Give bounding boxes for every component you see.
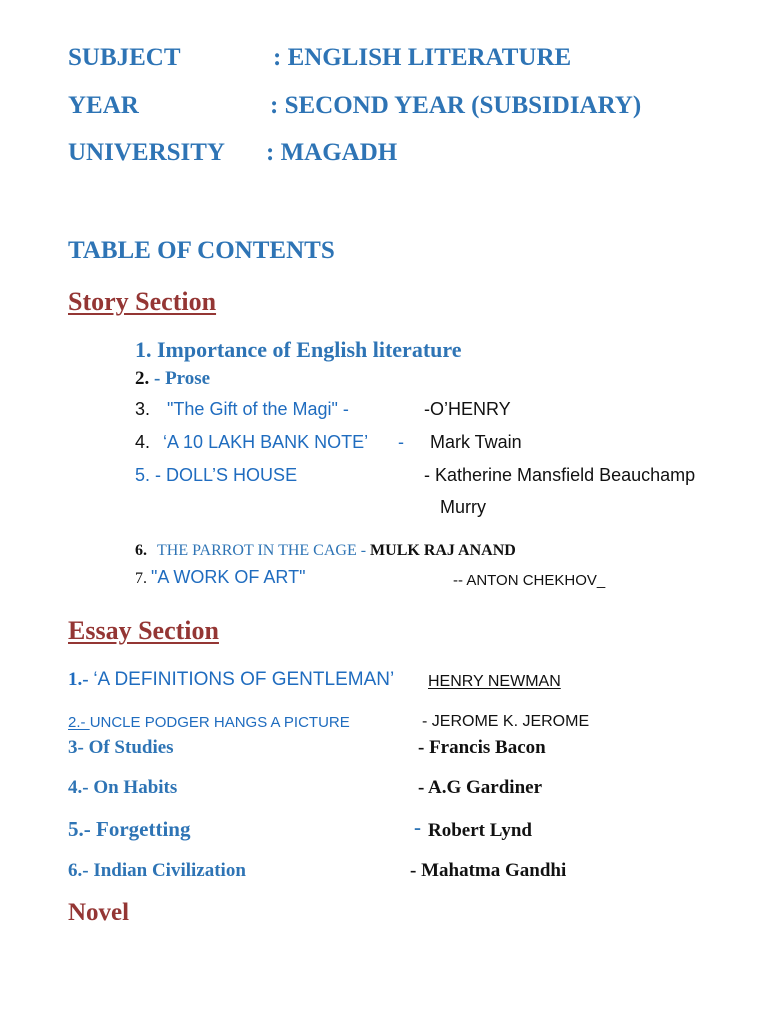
story-item-6 (135, 542, 516, 560)
essay-item-2-author: - JEROME K. JEROME (422, 713, 590, 730)
essay-item-5-num: 5.- (68, 817, 91, 841)
story-item-1-text: Importance of English literature (157, 337, 462, 362)
story-item-1 (135, 337, 462, 363)
essay-item-4-text: On Habits (93, 777, 178, 798)
story-item-4-text: ‘A 10 LAKH BANK NOTE’ (163, 432, 369, 452)
novel-heading: Novel (68, 899, 130, 926)
essay-item-1 (68, 669, 394, 691)
story-item-3-num: 3. (135, 399, 151, 419)
essay-item-1-num: 1.- (68, 669, 89, 690)
story-item-4-author: Mark Twain (430, 432, 522, 452)
story-item-7-author: -- ANTON CHEKHOV_ (453, 572, 606, 589)
essay-item-3-num: 3- (68, 737, 84, 758)
story-section-heading: Story Section (68, 287, 217, 316)
essay-item-3 (68, 737, 174, 759)
story-item-5-author-cont: Murry (440, 497, 486, 517)
essay-item-5 (68, 817, 190, 842)
essay-item-3-author: - Francis Bacon (418, 737, 546, 758)
story-item-7-num: 7. (135, 570, 147, 587)
essay-item-3-text: Of Studies (88, 737, 174, 758)
essay-item-6-num: 6.- (68, 860, 89, 881)
story-item-3 (135, 399, 349, 420)
year-value: : SECOND YEAR (SUBSIDIARY) (270, 92, 642, 119)
story-item-5-author: - Katherine Mansfield Beauchamp (424, 465, 696, 485)
essay-item-5-author: Robert Lynd (428, 820, 532, 841)
essay-item-4 (68, 777, 177, 799)
university-value: : MAGADH (266, 139, 398, 166)
essay-item-1-text: ‘A DEFINITIONS OF GENTLEMAN’ (93, 669, 395, 690)
story-item-3-author: -O’HENRY (424, 399, 511, 419)
essay-item-6-text: Indian Civilization (93, 860, 246, 881)
story-item-2-text: - Prose (154, 368, 211, 389)
story-item-1-num: 1. (135, 337, 152, 362)
story-item-6-author: MULK RAJ ANAND (370, 542, 516, 559)
essay-item-5-dash: - (414, 815, 421, 839)
essay-item-2 (68, 714, 350, 731)
essay-item-1-author: HENRY NEWMAN (428, 673, 561, 690)
toc-title: TABLE OF CONTENTS (68, 237, 335, 264)
essay-item-4-author: - A.G Gardiner (418, 777, 543, 798)
essay-item-4-num: 4.- (68, 777, 89, 798)
essay-item-6-author: - Mahatma Gandhi (410, 860, 567, 881)
story-item-5-text: - DOLL’S HOUSE (155, 465, 298, 485)
year-label: YEAR (68, 92, 139, 119)
story-item-7-text: "A WORK OF ART" (151, 567, 306, 587)
story-item-3-text: "The Gift of the Magi" - (167, 399, 349, 419)
essay-item-2-text: UNCLE PODGER HANGS A PICTURE (89, 714, 350, 731)
story-item-6-num: 6. (135, 542, 147, 559)
story-item-7 (135, 567, 305, 588)
story-item-5-num: 5. (135, 465, 151, 485)
essay-item-2-num: 2.- (68, 714, 90, 731)
subject-label: SUBJECT (68, 44, 181, 71)
story-item-5 (135, 465, 297, 486)
subject-value: : ENGLISH LITERATURE (273, 44, 572, 71)
story-item-6-text: THE PARROT IN THE CAGE - (157, 542, 367, 559)
essay-item-5-text: Forgetting (96, 817, 191, 841)
story-item-4 (135, 432, 368, 453)
story-item-4-dash: - (398, 432, 404, 452)
story-item-2-num: 2. (135, 368, 150, 389)
story-item-2 (135, 368, 210, 390)
university-label: UNIVERSITY (68, 139, 225, 166)
essay-item-6 (68, 860, 246, 882)
essay-section-heading: Essay Section (68, 616, 219, 645)
story-item-4-num: 4. (135, 432, 151, 452)
